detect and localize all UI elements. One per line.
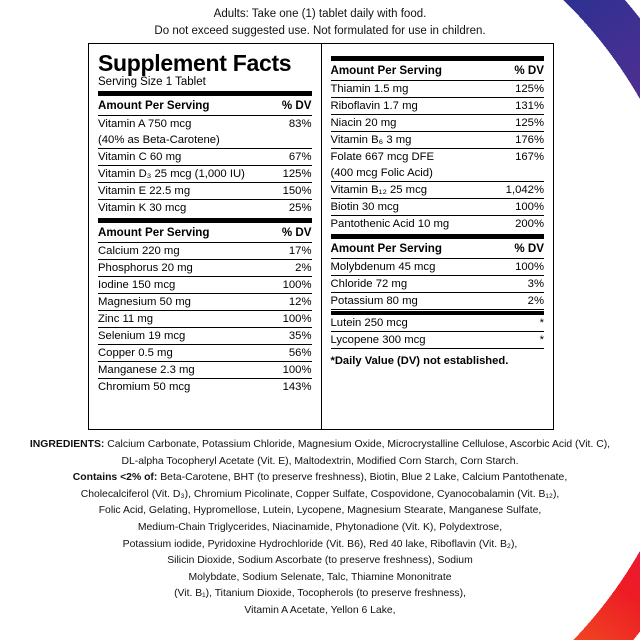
directions-line-2: Do not exceed suggested use. Not formulated for use in children.: [154, 24, 486, 37]
table-row: [331, 81, 545, 98]
nutrient-dv: 100%: [486, 199, 544, 216]
serving-size: Serving Size 1 Tablet: [98, 76, 206, 89]
nutrient-dv: 125%: [271, 166, 312, 183]
nutrient-name: Vitamin D₃ 25 mcg (1,000 IU): [98, 166, 271, 183]
ingredients-section: [14, 437, 626, 620]
nutrient-dv: 125%: [486, 115, 544, 132]
contains-line-4: Medium-Chain Triglycerides, Niacinamide, Phytonadione (Vit. K), Polydextrose,: [137, 522, 503, 534]
table-row: [331, 276, 545, 293]
nutrient-dv: 167%: [515, 151, 544, 163]
nutrient-dv: 3%: [493, 276, 544, 293]
nutrient-name: Copper 0.5 mg: [98, 345, 261, 362]
table-row: [98, 277, 312, 294]
table-header-row: [331, 61, 545, 81]
table-header-row: [331, 239, 545, 259]
table-row: [98, 183, 312, 200]
table-row: [98, 132, 312, 149]
table-row: [331, 216, 545, 233]
daily-value-footnote: *Daily Value (DV) not established.: [330, 355, 509, 367]
nutrient-name: Chloride 72 mg: [331, 276, 494, 293]
table-row: [98, 116, 312, 133]
nutrient-dv: 35%: [261, 328, 312, 345]
nutrient-name: Thiamin 1.5 mg: [331, 81, 486, 98]
supplement-facts-left-column: [89, 44, 322, 429]
contains-line-2: Cholecalciferol (Vit. D₃), Chromium Picolinate, Copper Sulfate, Cospovidone, Cyanocobalamin (Vit. B₁₂),: [80, 488, 560, 500]
directions-text: [0, 0, 640, 39]
nutrient-dv: 67%: [271, 149, 312, 166]
nutrient-subtext: (40% as Beta-Carotene): [98, 132, 271, 149]
nutrient-dv: 143%: [282, 381, 312, 394]
contains-line-8: (Vit. B₁), Titanium Dioxide, Tocopherols (to preserve freshness),: [174, 588, 466, 600]
table-header-row: [98, 96, 312, 116]
table-row: [331, 332, 545, 349]
table-row: [331, 315, 545, 332]
nutrient-name: Potassium 80 mg: [331, 293, 494, 310]
nutrient-name: Zinc 11 mg: [98, 311, 261, 328]
nutrient-name: Vitamin A 750 mcg: [98, 118, 192, 131]
table-row: [331, 165, 545, 182]
nutrient-name: Manganese 2.3 mg: [98, 362, 261, 379]
supplement-facts-panel: [88, 43, 554, 430]
table-row: [331, 293, 545, 310]
contains-text-1: Beta-Carotene, BHT (to preserve freshness), Biotin, Blue 2 Lake, Calcium Pantothenate,: [157, 472, 568, 484]
contains-line-9: Vitamin A Acetate, Yellon 6 Lake,: [244, 605, 396, 617]
contains-line-3: Folic Acid, Gelating, Hypromellose, Lutein, Lycopene, Magnesium Stearate, Manganese Sulfate,: [98, 505, 542, 517]
table-row: [98, 345, 312, 362]
table-row: [98, 379, 312, 396]
nutrient-name: Selenium 19 mcg: [98, 328, 261, 345]
supplement-facts-right-column: [322, 44, 554, 429]
contains-line-1: [14, 470, 626, 486]
nutrient-name: Vitamin B₆ 3 mg: [331, 132, 486, 149]
nutrient-name: Vitamin E 22.5 mg: [98, 183, 271, 200]
header-amount-right-2: Amount Per Serving: [331, 239, 494, 259]
ingredients-line-1: [14, 437, 626, 453]
nutrient-dv: 125%: [486, 81, 544, 98]
nutrition-table-right-2: [331, 239, 545, 310]
nutrient-name: Phosphorus 20 mg: [98, 260, 261, 277]
table-row: [98, 362, 312, 379]
nutrient-dv: 56%: [261, 345, 312, 362]
contains-line-5: Potassium iodide, Pyridoxine Hydrochloride (Vit. B6), Red 40 lake, Riboflavin (Vit. B₂),: [122, 538, 518, 550]
nutrient-dv: 2%: [261, 260, 312, 277]
nutrient-subtext: (400 mcg Folic Acid): [331, 165, 486, 182]
nutrient-name: Vitamin B₁₂ 25 mcg: [331, 182, 486, 199]
nutrient-dv: *: [523, 332, 544, 349]
nutrient-name: Molybdenum 45 mcg: [331, 259, 494, 276]
header-amount-right-1: Amount Per Serving: [331, 61, 486, 81]
nutrient-name: Lycopene 300 mcg: [331, 332, 523, 349]
nutrient-dv: 17%: [261, 243, 312, 260]
header-dv-left-2: % DV: [261, 223, 312, 243]
table-row: [98, 243, 312, 260]
table-row: [331, 98, 545, 115]
table-row: [98, 260, 312, 277]
nutrient-name: Lutein 250 mcg: [331, 315, 523, 332]
nutrition-table-left-2: [98, 223, 312, 395]
nutrient-dv: 100%: [261, 362, 312, 379]
header-dv-right-1: % DV: [486, 61, 544, 81]
table-header-row: [98, 223, 312, 243]
nutrient-dv: 83%: [288, 118, 312, 131]
nutrition-table-right-3: [331, 315, 545, 349]
contains-line-7: Molybdate, Sodium Selenate, Talc, Thiamine Mononitrate: [188, 571, 452, 583]
nutrition-table-left-1: [98, 96, 312, 216]
header-amount-left-1: Amount Per Serving: [98, 96, 271, 116]
table-row: [98, 149, 312, 166]
nutrient-name: Pantothenic Acid 10 mg: [330, 218, 450, 230]
nutrient-name: Folate 667 mcg DFE: [330, 151, 435, 163]
table-row: [98, 200, 312, 217]
header-dv-left-1: % DV: [271, 96, 312, 116]
nutrient-name: Riboflavin 1.7 mg: [331, 98, 486, 115]
table-row: [331, 259, 545, 276]
contains-line-6: Silicin Dioxide, Sodium Ascorbate (to preserve freshness), Sodium: [167, 555, 473, 567]
nutrient-dv: 100%: [261, 311, 312, 328]
nutrient-dv: 2%: [493, 293, 544, 310]
nutrient-name: Calcium 220 mg: [98, 243, 261, 260]
nutrient-name: Magnesium 50 mg: [98, 294, 261, 311]
nutrient-name: Vitamin C 60 mg: [98, 149, 271, 166]
nutrient-name: Chromium 50 mcg: [98, 381, 191, 394]
table-row: [331, 132, 545, 149]
nutrient-name: Niacin 20 mg: [331, 115, 486, 132]
ingredients-line-2: DL-alpha Tocopheryl Acetate (Vit. E), Maltodextrin, Modified Corn Starch, Corn Starch.: [121, 455, 519, 467]
contains-label: Contains <2% of:: [72, 472, 158, 484]
table-row: [331, 182, 545, 199]
table-row: [98, 311, 312, 328]
nutrient-name: Iodine 150 mcg: [98, 277, 261, 294]
directions-line-1: Adults: Take one (1) tablet daily with food.: [213, 8, 427, 20]
nutrient-dv: 150%: [271, 183, 312, 200]
supplement-facts-title: Supplement Facts: [98, 50, 292, 76]
nutrient-name: Vitamin K 30 mcg: [98, 202, 187, 215]
nutrient-dv: 12%: [261, 294, 312, 311]
nutrition-table-right-1: [331, 61, 545, 232]
nutrient-dv: 200%: [515, 218, 544, 230]
table-row: [98, 294, 312, 311]
header-amount-left-2: Amount Per Serving: [98, 223, 261, 243]
nutrient-dv: 176%: [486, 132, 544, 149]
nutrient-dv: 25%: [288, 202, 312, 215]
ingredients-lead-text: Calcium Carbonate, Potassium Chloride, Magnesium Oxide, Microcrystalline Cellulose, Ascorbic Acid (Vit. C),: [104, 439, 611, 450]
nutrient-dv: 100%: [261, 277, 312, 294]
nutrient-dv: 1,042%: [486, 182, 544, 199]
header-dv-right-2: % DV: [493, 239, 544, 259]
table-row: [331, 115, 545, 132]
table-row: [331, 199, 545, 216]
nutrient-dv: 100%: [493, 259, 544, 276]
nutrient-dv: *: [523, 315, 544, 332]
nutrient-name: Biotin 30 mcg: [331, 199, 486, 216]
ingredients-label: INGREDIENTS:: [29, 439, 105, 450]
table-row: [331, 149, 545, 166]
table-row: [98, 328, 312, 345]
table-row: [98, 166, 312, 183]
nutrient-dv: 131%: [486, 98, 544, 115]
